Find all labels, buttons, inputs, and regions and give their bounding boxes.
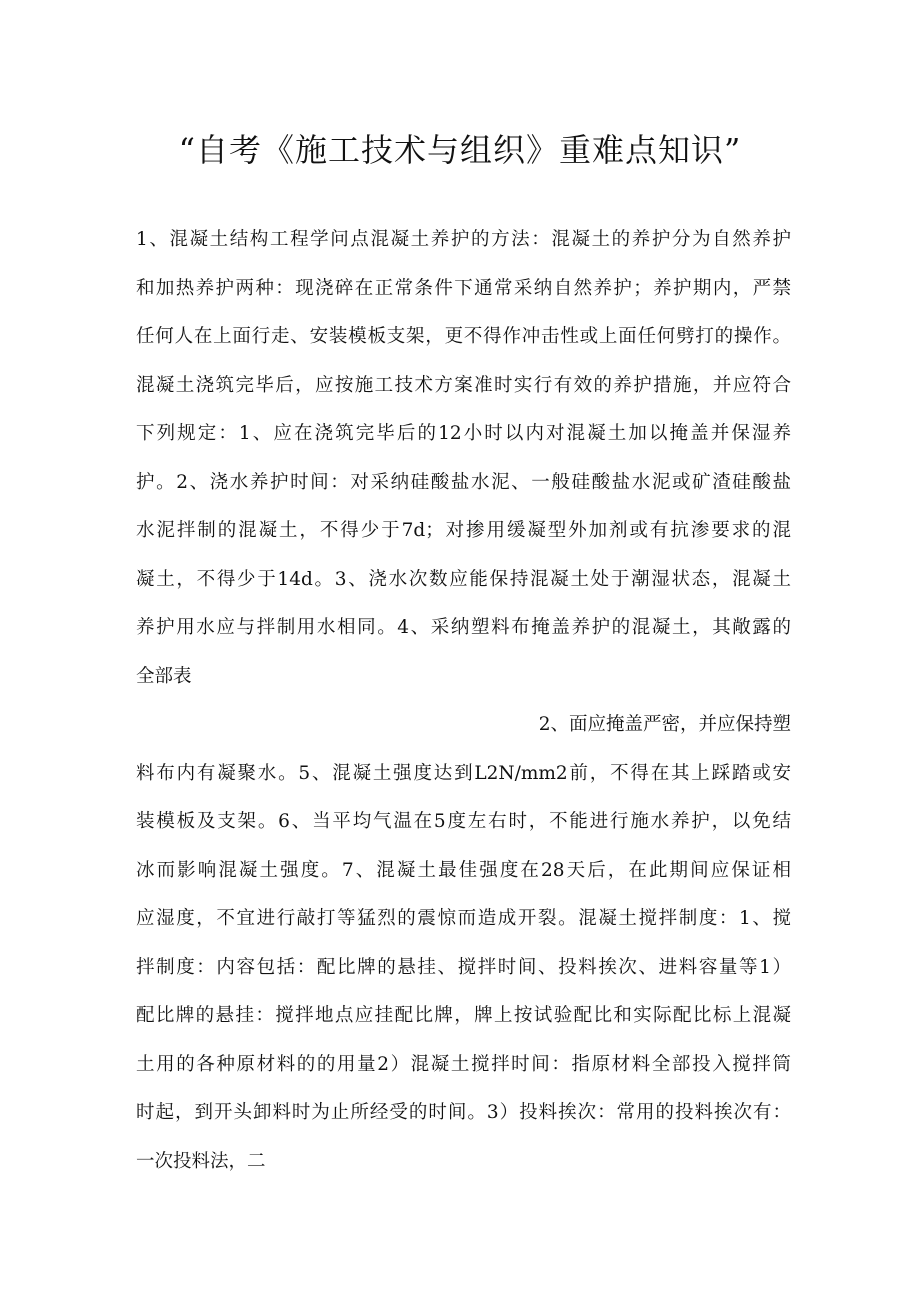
text-line: 混凝土浇筑完毕后，应按施工技术方案准时实行有效的养护措施，并应符合 <box>136 374 791 396</box>
text-line: 装模板及支架。6、当平均气温在5度左右时，不能进行施水养护，以免结 <box>136 811 791 832</box>
text-line: 应湿度，不宜进行敲打等猛烈的震惊而造成开裂。混凝土搅拌制度：1、搅 <box>136 908 791 929</box>
text-line: 冰而影响混凝土强度。7、混凝土最佳强度在28天后，在此期间应保证相 <box>136 859 791 881</box>
text-line: 下列规定：1、应在浇筑完毕后的12小时以内对混凝土加以掩盖并保湿养 <box>136 423 791 444</box>
text-line: 料布内有凝聚水。5、混凝土强度达到L2N/mm2前，不得在其上踩踏或安 <box>136 762 791 784</box>
text-line: 凝土，不得少于14d。3、浇水次数应能保持混凝土处于潮湿状态，混凝土 <box>136 568 791 590</box>
text-line: 拌制度：内容包括：配比牌的悬挂、搅拌时间、投料挨次、进料容量等1） <box>136 956 791 978</box>
text-line: 土用的各种原材料的的用量2）混凝土搅拌时间：指原材料全部投入搅拌筒 <box>136 1053 791 1075</box>
text-line: 水泥拌制的混凝土，不得少于7d；对掺用缓凝型外加剂或有抗渗要求的混 <box>136 520 791 541</box>
text-line: 护。2、浇水养护时间：对采纳硅酸盐水泥、一般硅酸盐水泥或矿渣硅酸盐 <box>136 471 791 493</box>
text-line: 1、混凝土结构工程学问点混凝土养护的方法：混凝土的养护分为自然养护 <box>136 229 791 250</box>
text-line: 配比牌的悬挂：搅拌地点应挂配比牌，牌上按试验配比和实际配比标上混凝 <box>136 1005 791 1026</box>
text-line: 2、面应掩盖严密，并应保持塑 <box>538 714 791 735</box>
text-line: 和加热养护两种：现浇碎在正常条件下通常采纳自然养护；养护期内，严禁 <box>136 277 791 299</box>
text-line: 一次投料法，二 <box>136 1150 266 1172</box>
paragraph-2 <box>136 701 791 1186</box>
text-line: 全部表 <box>136 665 192 687</box>
text-line: 任何人在上面行走、安装模板支架，更不得作冲击性或上面任何劈打的操作。 <box>136 326 791 347</box>
text-line: 养护用水应与拌制用水相同。4、采纳塑料布掩盖养护的混凝土，其敞露的 <box>136 617 791 638</box>
document-title: “自考《施工技术与组织》重难点知识” <box>178 131 742 169</box>
paragraph-1 <box>136 216 791 701</box>
text-line: 时起，到开头卸料时为止所经受的时间。3）投料挨次：常用的投料挨次有： <box>136 1102 791 1123</box>
